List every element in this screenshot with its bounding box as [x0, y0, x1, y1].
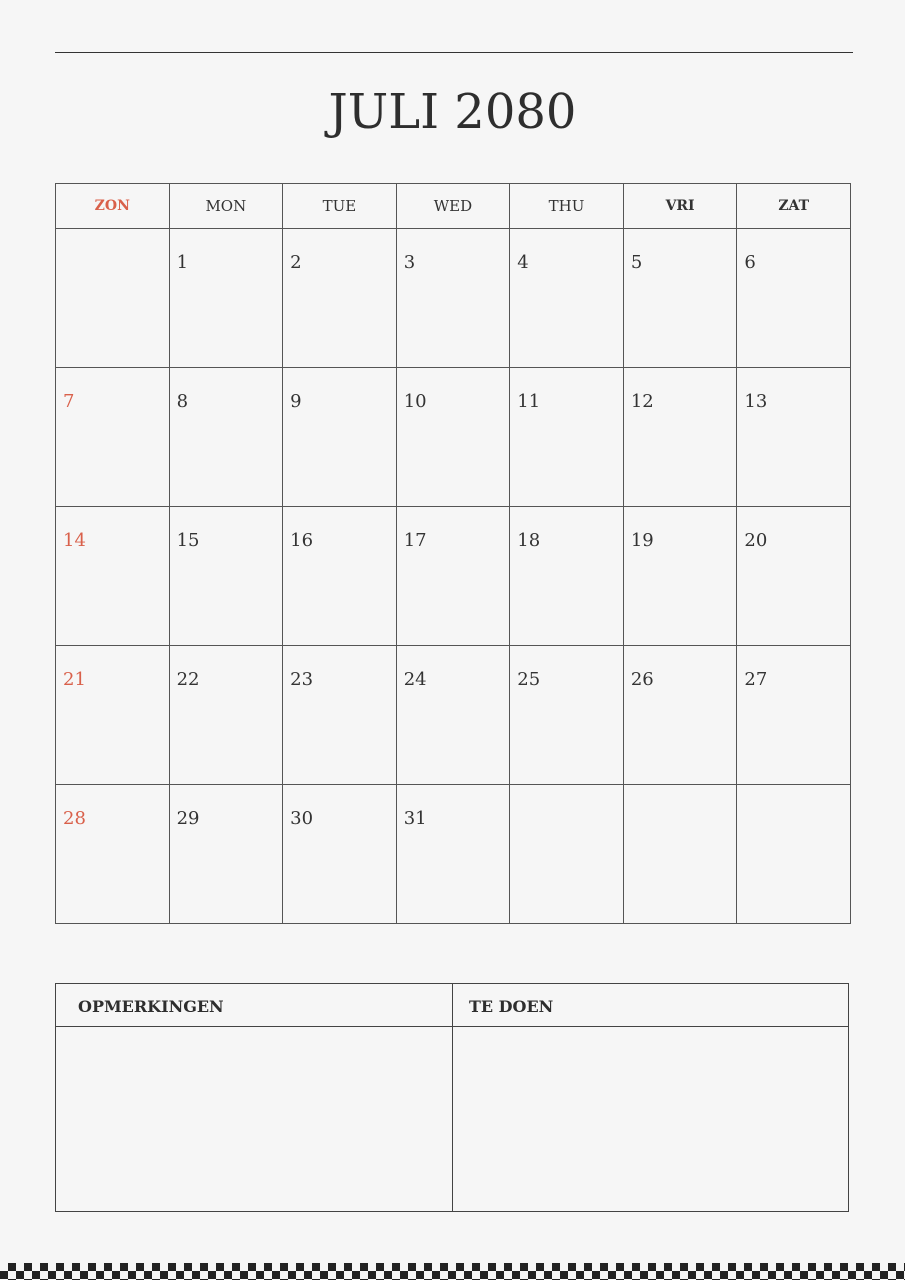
day-cell[interactable] — [56, 785, 170, 924]
week-row — [56, 646, 851, 785]
day-cell[interactable] — [56, 368, 170, 507]
day-cell[interactable] — [623, 785, 737, 924]
day-cell[interactable] — [56, 507, 170, 646]
day-cell[interactable] — [283, 646, 397, 785]
day-number: 13 — [744, 391, 768, 412]
day-number: 6 — [744, 252, 756, 273]
day-number: 23 — [290, 669, 314, 690]
day-number: 16 — [290, 530, 314, 551]
day-number — [510, 785, 623, 808]
day-cell[interactable] — [396, 785, 510, 924]
day-number: 22 — [176, 669, 200, 690]
day-number: 27 — [744, 669, 768, 690]
day-cell[interactable] — [623, 368, 737, 507]
day-cell[interactable] — [169, 368, 283, 507]
day-cell[interactable] — [396, 507, 510, 646]
top-rule — [55, 52, 853, 53]
day-number: 10 — [403, 391, 427, 412]
day-number: 11 — [517, 391, 541, 412]
day-cell[interactable] — [169, 507, 283, 646]
day-number: 31 — [403, 808, 427, 829]
day-cell[interactable] — [283, 368, 397, 507]
day-number: 15 — [176, 530, 200, 551]
day-number: 18 — [517, 530, 541, 551]
day-number: 21 — [63, 669, 86, 690]
day-cell[interactable] — [283, 785, 397, 924]
day-cell[interactable] — [56, 229, 170, 368]
day-number: 1 — [176, 252, 189, 273]
week-row — [56, 229, 851, 368]
day-cell[interactable] — [169, 785, 283, 924]
day-cell[interactable] — [737, 507, 851, 646]
day-cell[interactable] — [623, 229, 737, 368]
day-number: 4 — [517, 252, 529, 273]
day-cell[interactable] — [283, 507, 397, 646]
weekday-header-sun: ZON — [56, 184, 170, 229]
day-number — [56, 229, 169, 252]
day-cell[interactable] — [396, 368, 510, 507]
day-cell[interactable] — [56, 646, 170, 785]
day-number: 12 — [630, 391, 654, 412]
week-row — [56, 507, 851, 646]
day-cell[interactable] — [510, 785, 624, 924]
notes-label-te-doen: TE DOEN — [469, 997, 554, 1016]
day-number — [624, 785, 737, 808]
day-number: 19 — [630, 530, 654, 551]
weekday-header-tue: TUE — [283, 184, 397, 229]
day-number: 3 — [403, 252, 416, 273]
day-cell[interactable] — [737, 646, 851, 785]
notes-divider-horizontal — [56, 1026, 848, 1027]
day-number: 17 — [403, 530, 427, 551]
weekday-header-thu: THU — [510, 184, 624, 229]
weekday-header-sat: ZAT — [737, 184, 851, 229]
calendar-grid — [55, 183, 851, 924]
weekday-header-row — [56, 184, 851, 229]
day-cell[interactable] — [510, 368, 624, 507]
day-cell[interactable] — [623, 646, 737, 785]
notes-section — [55, 983, 849, 1212]
checkered-border — [0, 1263, 905, 1280]
day-cell[interactable] — [623, 507, 737, 646]
day-cell[interactable] — [283, 229, 397, 368]
notes-label-opmerkingen: OPMERKINGEN — [78, 997, 224, 1016]
day-cell[interactable] — [510, 229, 624, 368]
day-cell[interactable] — [737, 368, 851, 507]
day-number: 20 — [744, 530, 768, 551]
day-number: 26 — [630, 669, 654, 690]
day-number: 28 — [63, 808, 86, 829]
day-cell[interactable] — [396, 646, 510, 785]
day-number: 14 — [63, 530, 86, 551]
week-row — [56, 785, 851, 924]
weekday-header-wed: WED — [396, 184, 510, 229]
day-number: 2 — [290, 252, 302, 273]
weekday-header-mon: MON — [169, 184, 283, 229]
day-number: 24 — [403, 669, 427, 690]
day-cell[interactable] — [396, 229, 510, 368]
week-row — [56, 368, 851, 507]
day-number: 5 — [630, 252, 643, 273]
day-number: 8 — [176, 391, 189, 412]
day-number — [737, 785, 850, 808]
day-cell[interactable] — [510, 646, 624, 785]
day-cell[interactable] — [169, 646, 283, 785]
day-cell[interactable] — [510, 507, 624, 646]
weekday-header-fri: VRI — [623, 184, 737, 229]
day-number: 7 — [63, 391, 75, 412]
day-cell[interactable] — [737, 229, 851, 368]
day-number: 25 — [517, 669, 541, 690]
day-number: 9 — [290, 391, 302, 412]
notes-divider-vertical — [452, 984, 453, 1211]
day-number: 30 — [290, 808, 314, 829]
day-cell[interactable] — [737, 785, 851, 924]
day-number: 29 — [176, 808, 200, 829]
page-title: JULI 2080 — [328, 84, 577, 140]
day-cell[interactable] — [169, 229, 283, 368]
